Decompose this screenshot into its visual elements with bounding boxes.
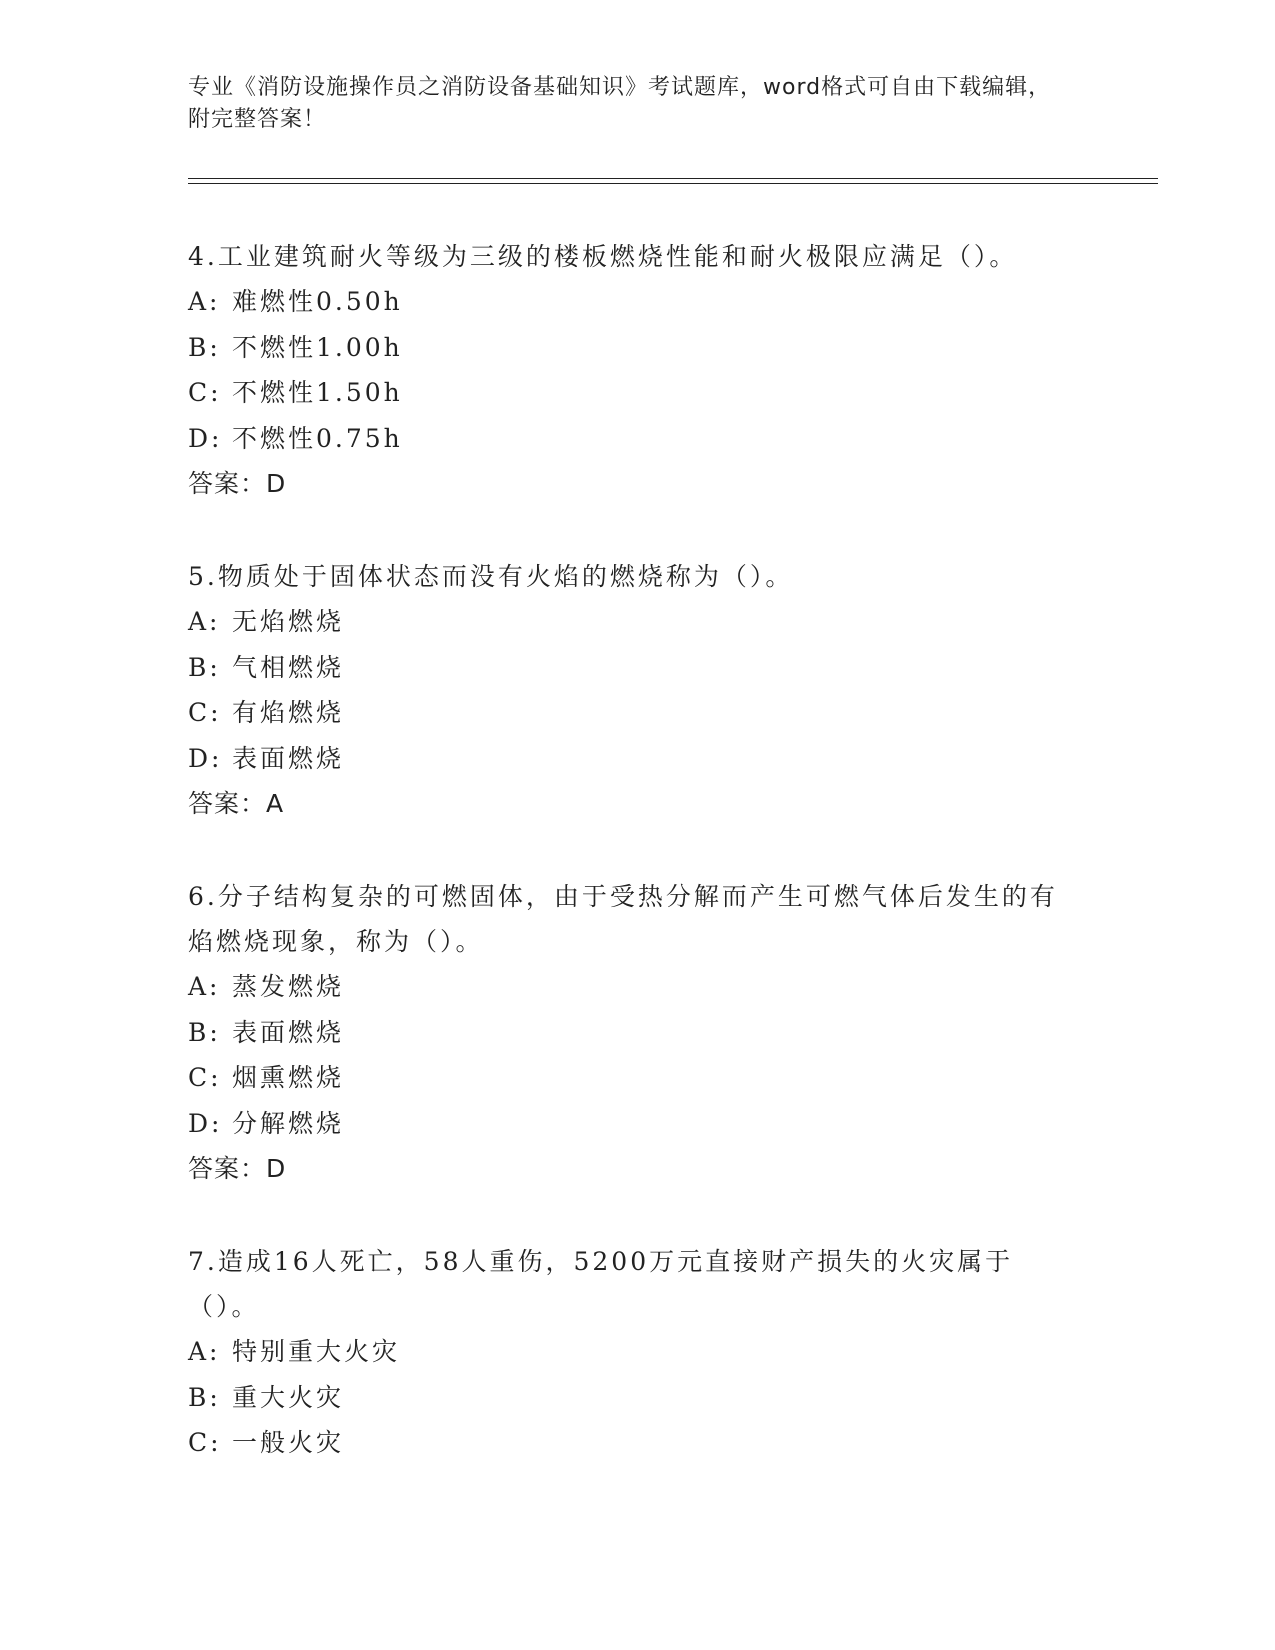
option-key: A: bbox=[188, 287, 221, 316]
option-key: D: bbox=[188, 743, 223, 773]
option-b bbox=[188, 645, 1068, 691]
option-key: B: bbox=[188, 332, 221, 362]
option-a bbox=[188, 599, 1068, 645]
option-key: B: bbox=[188, 652, 221, 682]
option-text: 不燃性0.75h bbox=[232, 423, 403, 453]
option-key: A: bbox=[188, 972, 221, 1001]
option-text: 蒸发燃烧 bbox=[232, 972, 345, 1001]
answer-line: 答案：D bbox=[188, 469, 287, 498]
option-text: 不燃性1.00h bbox=[232, 332, 403, 362]
option-key: C: bbox=[188, 378, 222, 407]
option-key: D: bbox=[188, 423, 223, 453]
option-c bbox=[188, 690, 1068, 736]
option-b bbox=[188, 325, 1068, 371]
option-b bbox=[188, 1375, 1068, 1421]
question-block bbox=[188, 234, 1068, 506]
option-text: 无焰燃烧 bbox=[232, 607, 345, 636]
option-a bbox=[188, 1329, 1068, 1375]
option-text: 有焰燃烧 bbox=[232, 698, 345, 727]
option-text: 特别重大火灾 bbox=[232, 1337, 401, 1366]
document-header: 专业《消防设施操作员之消防设备基础知识》考试题库，word格式可自由下载编辑，附完整答案！ bbox=[188, 75, 1052, 132]
option-text: 气相燃烧 bbox=[232, 652, 345, 682]
option-text: 表面燃烧 bbox=[232, 743, 345, 773]
option-d bbox=[188, 416, 1068, 462]
option-text: 表面燃烧 bbox=[232, 1017, 345, 1047]
question-block bbox=[188, 874, 1068, 1191]
option-c bbox=[188, 370, 1068, 416]
option-d bbox=[188, 1101, 1068, 1147]
option-key: A: bbox=[188, 1337, 221, 1366]
option-text: 分解燃烧 bbox=[232, 1108, 345, 1138]
option-text: 一般火灾 bbox=[232, 1428, 345, 1457]
option-d bbox=[188, 736, 1068, 782]
question-stem: 4.工业建筑耐火等级为三级的楼板燃烧性能和耐火极限应满足（）。 bbox=[188, 242, 1018, 271]
header-divider bbox=[188, 178, 1158, 179]
option-key: C: bbox=[188, 1428, 222, 1457]
option-key: D: bbox=[188, 1108, 223, 1138]
answer-line: 答案：D bbox=[188, 1154, 287, 1183]
option-key: B: bbox=[188, 1017, 221, 1047]
question-stem: 7.造成16人死亡，58人重伤，5200万元直接财产损失的火灾属于（）。 bbox=[188, 1247, 1014, 1321]
option-text: 难燃性0.50h bbox=[232, 287, 403, 316]
option-key: C: bbox=[188, 698, 222, 727]
option-text: 重大火灾 bbox=[232, 1382, 345, 1412]
question-block bbox=[188, 554, 1068, 826]
option-a bbox=[188, 279, 1068, 325]
answer-line: 答案：A bbox=[188, 789, 285, 818]
option-a bbox=[188, 964, 1068, 1010]
option-key: C: bbox=[188, 1063, 222, 1092]
option-b bbox=[188, 1010, 1068, 1056]
question-stem: 6.分子结构复杂的可燃固体，由于受热分解而产生可燃气体后发生的有焰燃烧现象，称为（）。 bbox=[188, 882, 1058, 956]
option-c bbox=[188, 1055, 1068, 1101]
option-text: 烟熏燃烧 bbox=[232, 1063, 345, 1092]
option-key: A: bbox=[188, 607, 221, 636]
header-divider-double bbox=[188, 183, 1158, 184]
question-stem: 5.物质处于固体状态而没有火焰的燃烧称为（）。 bbox=[188, 562, 794, 591]
option-c bbox=[188, 1420, 1068, 1466]
question-block bbox=[188, 1239, 1068, 1466]
option-key: B: bbox=[188, 1382, 221, 1412]
option-text: 不燃性1.50h bbox=[232, 378, 403, 407]
